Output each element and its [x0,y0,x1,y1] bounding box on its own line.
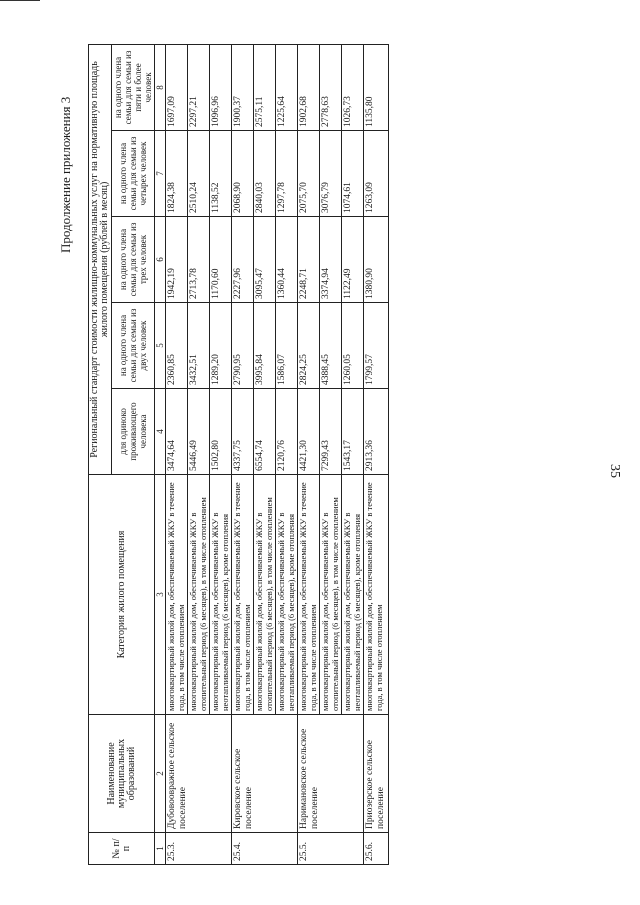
cost-value: 3474,64 [166,389,188,475]
cost-value: 1225,64 [276,44,298,130]
municipality-name: Кировское сельское поселение [232,715,298,833]
cost-value: 1586,07 [276,303,298,389]
col-number: 4 [155,389,166,475]
col-number: 1 [155,833,166,865]
col-number: 3 [155,475,166,715]
housing-category: многоквартирный жилой дом, обеспечиваемый ЖКУ в течение года, в том числе отоплением [364,475,389,715]
cost-value: 5446,49 [188,389,210,475]
cost-value: 3374,94 [320,217,342,303]
cost-value: 1260,05 [342,303,364,389]
cost-value: 2227,96 [232,217,254,303]
col-number: 7 [155,131,166,217]
cost-value: 1697,09 [166,44,188,130]
column-numbers-row [155,44,166,864]
cost-value: 2575,11 [254,44,276,130]
housing-category: многоквартирный жилой дом, обеспечиваемый ЖКУ в неотапливаемый период (6 месяцев), кроме отопления [210,475,232,715]
cost-value: 1942,19 [166,217,188,303]
cost-value: 2248,71 [298,217,320,303]
header-category: Категория жилого помещения [89,475,155,715]
cost-value: 3432,51 [188,303,210,389]
row-index: 25.6. [364,833,389,865]
cost-value: 3095,47 [254,217,276,303]
cost-value: 1170,60 [210,217,232,303]
cost-value: 1289,20 [210,303,232,389]
cost-value: 2790,95 [232,303,254,389]
cost-value: 2510,24 [188,131,210,217]
cost-value: 1902,68 [298,44,320,130]
cost-value: 1026,73 [342,44,364,130]
cost-value: 2120,76 [276,389,298,475]
col-number: 6 [155,217,166,303]
cost-value: 1096,96 [210,44,232,130]
cost-value: 1360,44 [276,217,298,303]
cost-value: 2713,78 [188,217,210,303]
header-family-2: на одного члена семьи для семьи из двух человек [112,303,155,389]
cost-value: 2075,70 [298,131,320,217]
header-family-4: на одного члена семьи для семьи из четырех человек [112,131,155,217]
cost-value: 1380,90 [364,217,389,303]
col-number: 5 [155,303,166,389]
cost-value: 6554,74 [254,389,276,475]
header-regional-standard: Региональный стандарт стоимости жилищно-коммунальных услуг на нормативную площадь жилого помещения (рублей в месяц) [89,44,112,474]
header-municipality: Наименование муниципальных образований [89,715,155,833]
table-row [298,44,320,864]
housing-category: многоквартирный жилой дом, обеспечиваемый ЖКУ в неотапливаемый период (6 месяцев), кроме отопления [276,475,298,715]
header-family-3: на одного члена семьи для семьи из трех человек [112,217,155,303]
cost-value: 1122,49 [342,217,364,303]
header-single: для одиноко проживающего человека [112,389,155,475]
row-index: 25.5. [298,833,364,865]
cost-value: 4388,45 [320,303,342,389]
cost-value: 2297,21 [188,44,210,130]
housing-category: многоквартирный жилой дом, обеспечиваемый ЖКУ в отопительный период (6 месяцев), в том числе отоплением [320,475,342,715]
cost-value: 1799,57 [364,303,389,389]
cost-value: 1297,78 [276,131,298,217]
housing-category: многоквартирный жилой дом, обеспечиваемый ЖКУ в отопительный период (6 месяцев), в том числе отоплением [188,475,210,715]
cost-value: 2824,25 [298,303,320,389]
cost-value: 4421,30 [298,389,320,475]
municipality-name: Дубовоовражное сельское поселение [166,715,232,833]
table-row [166,44,188,864]
municipality-name: Наримановское сельское поселение [298,715,364,833]
housing-category: многоквартирный жилой дом, обеспечиваемый ЖКУ в неотапливаемый период (6 месяцев), кроме отопления [342,475,364,715]
municipality-name: Приозерское сельское поселение [364,715,389,833]
cost-value: 4337,75 [232,389,254,475]
regional-standard-table [88,44,389,865]
cost-value: 1074,61 [342,131,364,217]
cost-value: 3995,84 [254,303,276,389]
cost-value: 2913,36 [364,389,389,475]
cost-value: 3076,79 [320,131,342,217]
cost-value: 1138,52 [210,131,232,217]
cost-value: 1263,09 [364,131,389,217]
col-number: 8 [155,44,166,130]
cost-value: 1135,80 [364,44,389,130]
row-index: 25.3. [166,833,232,865]
cost-value: 2360,85 [166,303,188,389]
cost-value: 1543,17 [342,389,364,475]
page-number: 35 [607,464,622,478]
cost-value: 1900,37 [232,44,254,130]
cost-value: 1502,80 [210,389,232,475]
housing-category: многоквартирный жилой дом, обеспечиваемый ЖКУ в отопительный период (6 месяцев), в том числе отоплением [254,475,276,715]
col-number: 2 [155,715,166,833]
housing-category: многоквартирный жилой дом, обеспечиваемый ЖКУ в течение года, в том числе отоплением [166,475,188,715]
housing-category: многоквартирный жилой дом, обеспечиваемый ЖКУ в течение года, в том числе отоплением [298,475,320,715]
table-row [232,44,254,864]
cost-value: 2778,63 [320,44,342,130]
cost-value: 1824,38 [166,131,188,217]
table-row [364,44,389,864]
housing-category: многоквартирный жилой дом, обеспечиваемый ЖКУ в течение года, в том числе отоплением [232,475,254,715]
appendix-title: Продолжение приложения 3 [58,96,73,253]
cost-value: 2068,90 [232,131,254,217]
table-body [166,44,389,864]
header-index: № п/п [89,833,155,865]
cost-value: 7299,43 [320,389,342,475]
row-index: 25.4. [232,833,298,865]
header-family-5: на одного члена семьи для семьи из пяти и более человек [112,44,155,130]
cost-value: 2840,03 [254,131,276,217]
